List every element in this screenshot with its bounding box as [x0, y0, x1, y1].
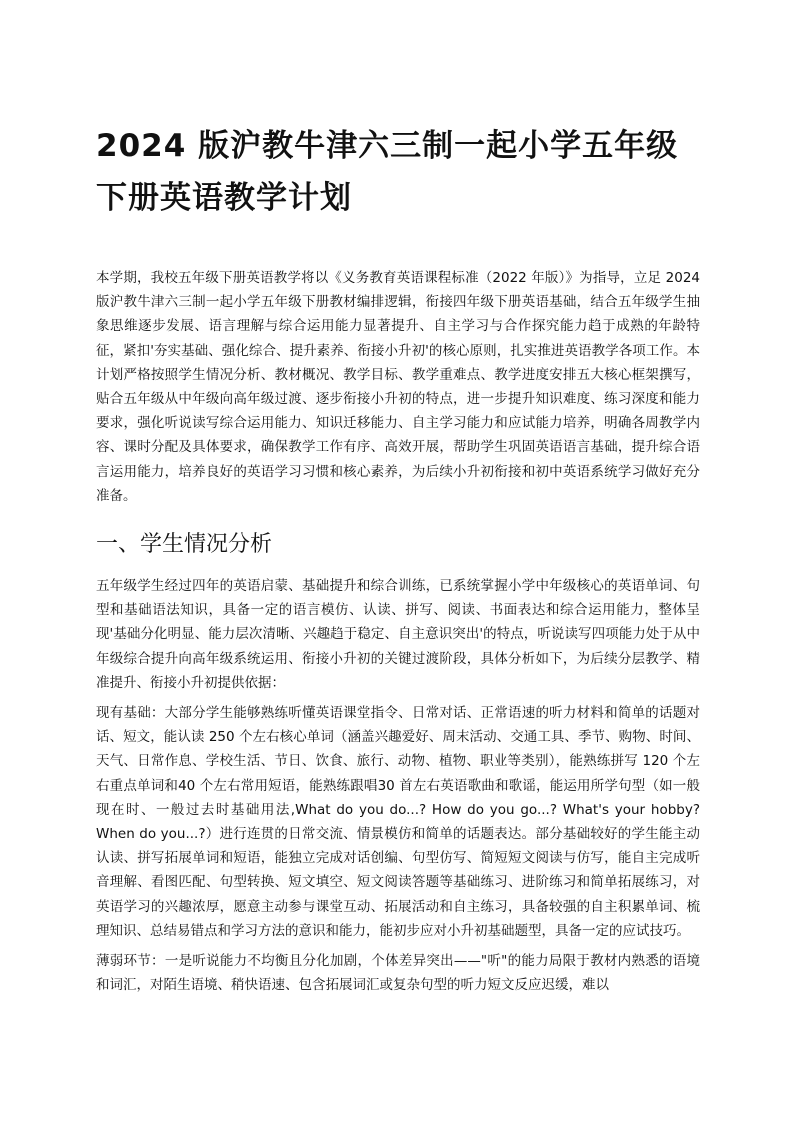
- document-title: 2024 版沪教牛津六三制一起小学五年级下册英语教学计划: [96, 128, 679, 216]
- intro-paragraph: 本学期，我校五年级下册英语教学将以《义务教育英语课程标准（2022 年版）》为指导，立足 2024 版沪教牛津六三制一起小学五年级下册教材编排逻辑，衔接四年级下册英语基础，结合五年级学生抽象思维逐步发展、语言理解与综合运用能力显著提升、自主学习与合作探究能力趋于成熟的年龄特征，紧扣'夯实基础、强化综合、提升素养、衔接小升初'的核心原则，扎实推进英语教学各项工作。本计划严格按照学生情况分析、教材概况、教学目标、教学重难点、教学进度安排五大核心框架撰写，贴合五年级从中年级向高年级过渡、逐步衔接小升初的特点，进一步提升知识难度、练习深度和能力要求，强化听说读写综合运用能力、知识迁移能力、自主学习能力和应试能力培养，明确各周教学内容、课时分配及具体要求，确保教学工作有序、高效开展，帮助学生巩固英语语言基础，提升综合语言运用能力，培养良好的英语学习习惯和核心素养，为后续小升初衔接和初中英语系统学习做好充分准备。: [96, 270, 700, 504]
- section-heading-student-analysis: 一、学生情况分析: [96, 532, 273, 558]
- document-page: [96, 120, 700, 1003]
- section-paragraph: 五年级学生经过四年的英语启蒙、基础提升和综合训练，已系统掌握小学中年级核心的英语单词、句型和基础语法知识，具备一定的语言模仿、认读、拼写、阅读、书面表达和综合运用能力，整体呈现'基础分化明显、能力层次清晰、兴趣趋于稳定、自主意识突出'的特点，听说读写四项能力处于从中年级综合提升向高年级系统运用、衔接小升初的关键过渡阶段，具体分析如下，为后续分层教学、精准提升、衔接小升初提供依据：: [96, 578, 700, 691]
- section-paragraph: 薄弱环节：一是听说能力不均衡且分化加剧，个体差异突出——"听"的能力局限于教材内熟悉的语境和词汇，对陌生语境、稍快语速、包含拓展词汇或复杂句型的听力短文反应迟缓，难以: [96, 953, 700, 994]
- section-paragraph: 现有基础：大部分学生能够熟练听懂英语课堂指令、日常对话、正常语速的听力材料和简单的话题对话、短文，能认读 250 个左右核心单词（涵盖兴趣爱好、周末活动、交通工具、季节、购物、时间、天气、日常作息、学校生活、节日、饮食、旅行、动物、植物、职业等类别），能熟练拼写 120 个左右重点单词和40 个左右常用短语，能熟练跟唱30 首左右英语歌曲和歌谣，能运用所学句型（如一般现在时、一般过去时基础用法,What do you do...? How do you go...? What's your hobby? When do you...?）进行连贯的日常交流、情景模仿和简单的话题表达。部分基础较好的学生能主动认读、拼写拓展单词和短语，能独立完成对话创编、句型仿写、简短短文阅读与仿写，能自主完成听音理解、看图匹配、句型转换、短文填空、短文阅读答题等基础练习、进阶练习和简单拓展练习，对英语学习的兴趣浓厚，愿意主动参与课堂互动、拓展活动和自主练习，具备较强的自主积累单词、梳理知识、总结易错点和学习方法的意识和能力，能初步应对小升初基础题型，具备一定的应试技巧。: [96, 705, 700, 939]
